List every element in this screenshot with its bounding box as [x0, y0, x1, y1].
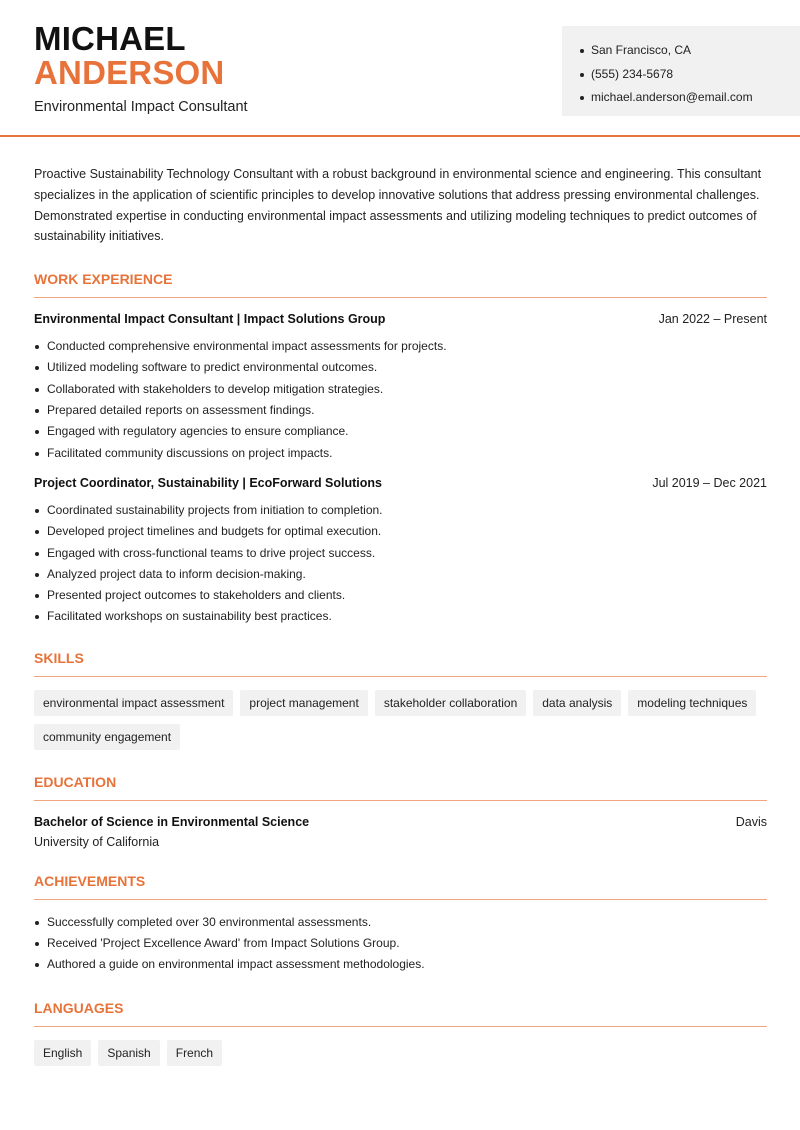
job-bullet: Facilitated workshops on sustainability best practices.	[34, 606, 767, 627]
work-section	[34, 271, 767, 628]
job-bullet: Utilized modeling software to predict environmental outcomes.	[34, 357, 767, 378]
section-title-education: EDUCATION	[34, 774, 767, 801]
contact-phone: (555) 234-5678	[580, 63, 800, 87]
skill-tag: data analysis	[533, 690, 621, 716]
job-bullet: Prepared detailed reports on assessment findings.	[34, 400, 767, 421]
skill-tag: stakeholder collaboration	[375, 690, 526, 716]
skill-tag: project management	[240, 690, 367, 716]
first-name: MICHAEL	[34, 20, 186, 57]
job-bullet: Presented project outcomes to stakeholders and clients.	[34, 585, 767, 606]
resume-body	[34, 164, 767, 1066]
achievement-item: Received 'Project Excellence Award' from Impact Solutions Group.	[34, 933, 767, 954]
job-bullet: Conducted comprehensive environmental impact assessments for projects.	[34, 336, 767, 357]
achievements-section	[34, 873, 767, 976]
job-bullet: Collaborated with stakeholders to develop mitigation strategies.	[34, 379, 767, 400]
education-location: Davis	[735, 814, 767, 829]
job-bullet: Developed project timelines and budgets for optimal execution.	[34, 521, 767, 542]
skill-tag: community engagement	[34, 724, 180, 750]
contact-location: San Francisco, CA	[580, 39, 800, 63]
achievement-item: Successfully completed over 30 environmental assessments.	[34, 912, 767, 933]
job-bullet: Engaged with cross-functional teams to drive project success.	[34, 543, 767, 564]
job-role: Environmental Impact Consultant	[34, 99, 248, 115]
summary-text: Proactive Sustainability Technology Consultant with a robust background in environmental science and engineering. This consultant specializes in the application of scientific principles to develop innovative solutions that address pressing environmental challenges. Demonstrated expertise in conducting environmental impact assessments and utilizing modeling techniques to predict outcomes of sustainability initiatives.	[34, 167, 762, 244]
job-title: Environmental Impact Consultant | Impact Solutions Group	[34, 312, 386, 327]
last-name: ANDERSON	[34, 54, 225, 91]
job-entry	[34, 476, 767, 628]
job-date: Jan 2022 – Present	[658, 312, 767, 327]
job-title: Project Coordinator, Sustainability | EcoForward Solutions	[34, 475, 382, 490]
contact-box	[562, 26, 800, 116]
job-date: Jul 2019 – Dec 2021	[652, 475, 767, 490]
job-bullet: Coordinated sustainability projects from initiation to completion.	[34, 500, 767, 521]
job-bullet: Analyzed project data to inform decision-making.	[34, 564, 767, 585]
job-bullet: Engaged with regulatory agencies to ensure compliance.	[34, 421, 767, 442]
section-title-achievements: ACHIEVEMENTS	[34, 873, 767, 900]
achievement-item: Authored a guide on environmental impact assessment methodologies.	[34, 954, 767, 975]
languages-section	[34, 1000, 767, 1066]
language-tag: Spanish	[98, 1040, 159, 1066]
contact-email: michael.anderson@email.com	[580, 86, 800, 110]
education-section	[34, 774, 767, 849]
language-tag: English	[34, 1040, 91, 1066]
section-title-languages: LANGUAGES	[34, 1000, 767, 1027]
language-tag: French	[167, 1040, 222, 1066]
job-bullet: Facilitated community discussions on project impacts.	[34, 443, 767, 464]
candidate-name	[34, 22, 224, 90]
section-title-skills: SKILLS	[34, 650, 767, 677]
resume-header	[0, 0, 800, 137]
section-title-work: WORK EXPERIENCE	[34, 271, 767, 298]
skill-tag: modeling techniques	[628, 690, 756, 716]
education-school: University of California	[34, 834, 160, 849]
skill-tag: environmental impact assessment	[34, 690, 233, 716]
job-entry	[34, 312, 767, 464]
skills-section	[34, 650, 767, 750]
education-degree: Bachelor of Science in Environmental Science	[34, 814, 310, 829]
